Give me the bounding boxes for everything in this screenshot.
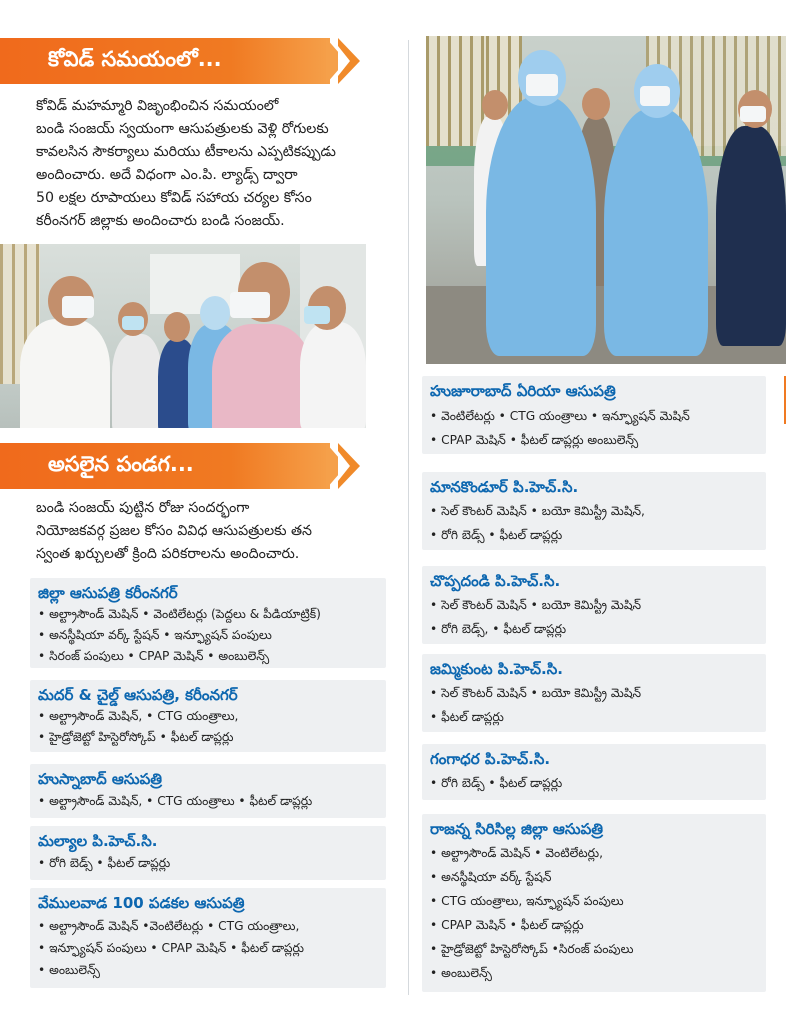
- column-divider: [408, 40, 409, 995]
- right-column: [422, 0, 786, 1024]
- festival-paragraph: [36, 497, 376, 566]
- equipment-line: • రోగి బెడ్స్ • ఫీటల్ డాప్లర్లు: [430, 776, 563, 790]
- equipment-line: • రోగి బెడ్స్ • ఫీటల్ డాప్లర్లు: [38, 856, 171, 870]
- equipment-line: • అనస్థీషియా వర్క్ స్టేషన్: [430, 870, 552, 884]
- hospital-name: వేములవాడ 100 పడకల ఆసుపత్రి: [38, 894, 245, 912]
- equipment-line: • హైడ్రోజెట్టో హిస్టెరోస్కోప్ • ఫీటల్ డాప్లర్లు: [38, 730, 234, 744]
- hospital-name: మల్యాల పి.హెచ్.సి.: [38, 832, 158, 850]
- covid-section-ribbon: [0, 38, 368, 84]
- paragraph-line: బండి సంజయ్ పుట్టిన రోజు సందర్భంగా: [36, 500, 250, 516]
- hospital-name: జిల్లా ఆసుపత్రి కరీంనగర్: [38, 584, 178, 602]
- equipment-line: • సెల్ కౌంటర్ మెషిన్ • బయో కెమిస్ట్రీ మెషిన్: [430, 686, 642, 700]
- hospital-box-husnabad: [30, 764, 386, 818]
- paragraph-line: కావలసిన సౌకర్యాలు మరియు టీకాలను ఎప్పటికప్పుడు: [36, 144, 336, 160]
- paragraph-line: 50 లక్షల రూపాయలు కోవిడ్ సహాయ చర్యల కోసం: [36, 190, 312, 206]
- hospital-visit-photo: [0, 244, 366, 428]
- hospital-box-jammikunta: [422, 654, 766, 732]
- covid-paragraph: [36, 95, 376, 233]
- equipment-line: • సిరంజ్ పంపులు • CPAP మెషిన్ • అంబులెన్స్: [38, 649, 270, 663]
- hospital-box-vemulawada: [30, 888, 386, 988]
- equipment-line: • అంబులెన్స్: [430, 966, 492, 980]
- paragraph-line: అందించారు. అదే విధంగా ఎం.పి. ల్యాడ్స్ ద్వారా: [36, 167, 298, 183]
- hospital-name: రాజన్న సిరిసిల్ల జిల్లా ఆసుపత్రి: [430, 820, 604, 838]
- hospital-box-manakondur: [422, 472, 766, 550]
- equipment-line: • CTG యంత్రాలు, ఇన్ఫ్యూషన్ పంపులు: [430, 894, 624, 908]
- equipment-line: • ఫీటల్ డాప్లర్లు: [430, 710, 504, 724]
- hospital-box-malyala: [30, 826, 386, 880]
- equipment-line: • వెంటిలేటర్లు • CTG యంత్రాలు • ఇన్ఫ్యూషన్ మెషిన్: [430, 409, 690, 423]
- equipment-line: • అల్ట్రాసౌండ్ మెషిన్ • వెంటిలేటర్లు,: [430, 846, 603, 860]
- equipment-line: • అల్ట్రాసౌండ్ మెషిన్ • వెంటిలేటర్లు (పెద్దలు & పీడియాట్రిక్): [38, 607, 321, 621]
- festival-section-ribbon: [0, 443, 368, 489]
- hospital-name: మానకొండూర్ పి.హెచ్.సి.: [430, 478, 579, 496]
- festival-section-heading: అసలైన పండగ...: [48, 452, 194, 476]
- equipment-line: • హైడ్రోజెట్టో హిస్టెరోస్కోప్ •సిరంజ్ పంపులు: [430, 942, 634, 956]
- equipment-line: • అల్ట్రాసౌండ్ మెషిన్, • CTG యంత్రాలు • ఫీటల్ డాప్లర్లు: [38, 794, 313, 808]
- paragraph-line: స్వంత ఖర్చులతో క్రింది పరికరాలను అందించారు.: [36, 546, 300, 562]
- hospital-box-gangadhara: [422, 744, 766, 800]
- paragraph-line: నియోజకవర్గ ప్రజల కోసం వివిధ ఆసుపత్రులకు తన: [36, 523, 312, 539]
- paragraph-line: బండి సంజయ్ స్వయంగా ఆసుపత్రులకు వెళ్లి రోగులకు: [36, 121, 329, 137]
- equipment-line: • రోగి బెడ్స్ • ఫీటల్ డాప్లర్లు: [430, 528, 563, 542]
- ppe-visit-photo: [426, 36, 786, 364]
- equipment-line: • సెల్ కౌంటర్ మెషిన్ • బయో కెమిస్ట్రీ మెషిన్,: [430, 504, 645, 518]
- equipment-line: • రోగి బెడ్స్, • ఫీటల్ డాప్లర్లు: [430, 622, 567, 636]
- equipment-line: • అల్ట్రాసౌండ్ మెషిన్ •వెంటిలేటర్లు • CTG యంత్రాలు,: [38, 919, 300, 933]
- hospital-box-choppadandi: [422, 566, 766, 644]
- paragraph-line: కోవిడ్ మహమ్మారి విజృంభించిన సమయంలో: [36, 98, 279, 114]
- hospital-name: చొప్పదండి పి.హెచ్.సి.: [430, 572, 561, 590]
- equipment-line: • CPAP మెషిన్ • ఫీటల్ డాప్లర్లు అంబులెన్స్: [430, 433, 639, 447]
- hospital-name: హుస్నాబాద్ ఆసుపత్రి: [38, 770, 162, 788]
- hospital-name: హుజూరాబాద్ ఏరియా ఆసుపత్రి: [430, 382, 616, 400]
- equipment-line: • అంబులెన్స్: [38, 963, 100, 977]
- paragraph-line: కరీంనగర్ జిల్లాకు అందించారు బండి సంజయ్.: [36, 213, 285, 229]
- hospital-box-rajanna-sircilla: [422, 814, 766, 992]
- equipment-line: • సెల్ కౌంటర్ మెషిన్ • బయో కెమిస్ట్రీ మెషిన్: [430, 598, 642, 612]
- equipment-line: • ఇన్ఫ్యూషన్ పంపులు • CPAP మెషిన్ • ఫీటల్ డాప్లర్లు: [38, 941, 304, 955]
- covid-section-heading: కోవిడ్ సమయంలో...: [48, 47, 222, 71]
- hospital-box-huzurabad: [422, 376, 766, 454]
- hospital-name: గంగాధర పి.హెచ్.సి.: [430, 750, 551, 768]
- hospital-name: జమ్మికుంట పి.హెచ్.సి.: [430, 660, 563, 678]
- hospital-name: మదర్ & చైల్డ్ ఆసుపత్రి, కరీంనగర్: [38, 686, 238, 704]
- hospital-box-mother-child: [30, 680, 386, 752]
- equipment-line: • CPAP మెషిన్ • ఫీటల్ డాప్లర్లు: [430, 918, 584, 932]
- hospital-box-karimnagar-district: [30, 578, 386, 668]
- equipment-line: • అనస్థీషియా వర్క్ స్టేషన్ • ఇన్ఫ్యూషన్ పంపులు: [38, 628, 272, 642]
- equipment-line: • అల్ట్రాసౌండ్ మెషిన్, • CTG యంత్రాలు,: [38, 709, 239, 723]
